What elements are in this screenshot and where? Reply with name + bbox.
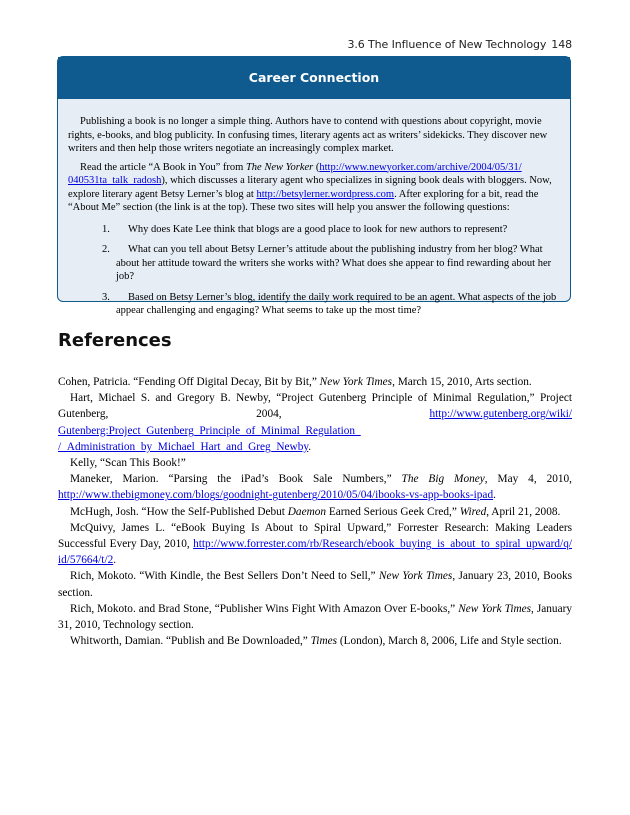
- career-paragraph-instructions: [68, 161, 560, 215]
- text-run: (: [313, 161, 320, 173]
- text-run: .: [493, 489, 496, 502]
- publication-title: The Big Money: [401, 473, 485, 486]
- text-run: , January 31, 2010, Technology section.: [58, 602, 573, 632]
- text-run: ), which discusses a literary agent who specializes in signing book deals with bloggers. Now, explore literary agent Betsy Lerner’s blog at: [68, 175, 552, 200]
- big-money-link[interactable]: http://www.thebigmoney.com/blogs/goodnight-gutenberg/2010/05/04/ibooks-vs-app-books-ipad: [58, 489, 494, 502]
- text-run: McHugh, Josh. “How the Self-Published Debut: [70, 505, 288, 518]
- publication-title: New York Times: [458, 602, 532, 615]
- question-text: What can you tell about Betsy Lerner’s attitude about the publishing industry from her blog? What about her attitude toward the writers she works with? What does she appear to find rewarding about her job?: [116, 244, 552, 282]
- text-run: Whitworth, Damian. “Publish and Be Downloaded,”: [70, 635, 311, 648]
- question-number: 1.: [102, 223, 110, 235]
- text-run: , April 21, 2008.: [486, 505, 561, 518]
- reference-entry: [58, 601, 572, 633]
- publication-title: Times: [310, 635, 338, 648]
- text-run: Kelly, “Scan This Book!”: [70, 457, 186, 470]
- reference-entry: [58, 374, 572, 390]
- book-title: Daemon: [287, 505, 327, 518]
- reference-entry: [58, 471, 572, 503]
- betsy-lerner-blog-link[interactable]: http://betsylerner.wordpress.com: [256, 188, 395, 200]
- reference-entry: [58, 504, 572, 520]
- question-item: [68, 291, 560, 318]
- text-run: Rich, Mokoto. and Brad Stone, “Publisher Wins Fight With Amazon Over E-books,”: [70, 602, 459, 615]
- career-connection-box: [57, 56, 571, 316]
- text-run: .: [308, 440, 312, 453]
- new-yorker-link[interactable]: http://www.newyorker.com/archive/2004/05/31/ 040531ta_talk_radosh: [68, 161, 522, 186]
- references-list: [58, 374, 572, 649]
- publication-title: New York Times: [378, 570, 453, 583]
- publication-title: The New Yorker: [245, 161, 314, 173]
- text-run: Earned Serious Geek Cred,”: [326, 505, 460, 518]
- reference-entry: [58, 390, 572, 455]
- text-run: Hart, Michael S. and Gregory B. Newby, “Project Gutenberg Principle of Minimal Regulation,” Project Gutenberg, 2004,: [58, 392, 572, 421]
- text-run: Read the article “A Book in You” from: [80, 161, 246, 173]
- page-number: 148: [551, 38, 572, 51]
- career-connection-title: Career Connection: [58, 57, 570, 99]
- gutenberg-link[interactable]: http://www.gutenberg.org/wiki/ Gutenberg:Project_Gutenberg_Principle_of_Minimal_Regulation_ /_Administration_by_Michael_Hart_and_Greg_Newby: [58, 408, 572, 453]
- reference-entry: [58, 568, 572, 600]
- text-run: Maneker, Marion. “Parsing the iPad’s Book Sale Numbers,”: [70, 473, 402, 486]
- text-run: . After exploring for a bit, read the “About Me” section (the link is at the top). These two sites will help you answer the following questions:: [68, 188, 539, 213]
- question-number: 2.: [102, 244, 110, 255]
- publication-title: New York Times: [319, 376, 393, 388]
- career-paragraph-intro: Publishing a book is no longer a simple thing. Authors have to contend with questions about copyright, movie rights, e-books, and blog publicity. In confusing times, literary agents act as writers’ sidekicks. They discover new writers and then help those writers negotiate an increasingly complex market.: [68, 116, 548, 154]
- text-run: Rich, Mokoto. “With Kindle, the Best Sellers Don’t Need to Sell,”: [70, 570, 379, 583]
- question-item: [68, 223, 560, 237]
- publication-title: Wired: [459, 505, 487, 518]
- forrester-link[interactable]: http://www.forrester.com/rb/Research/ebook_buying_is_about_to_spiral_upward/q/ id/57664/t/2: [58, 538, 572, 567]
- text-run: McQuivy, James L. “eBook Buying Is About to Spiral Upward,” Forrester Research: Making Leaders Successful Every Day, 2010,: [58, 521, 572, 551]
- question-text: Why does Kate Lee think that blogs are a good place to look for new authors to represent?: [128, 223, 508, 235]
- question-number: 3.: [102, 291, 110, 303]
- question-item: [68, 243, 560, 284]
- question-text: Based on Betsy Lerner’s blog, identify the daily work required to be an agent. What aspects of the job appear challenging and engaging? What seems to take up the most time?: [116, 291, 557, 316]
- reference-entry: [58, 633, 572, 649]
- reference-entry: [58, 455, 572, 471]
- text-run: , January 23, 2010, Books section.: [58, 570, 573, 599]
- question-list: [68, 223, 560, 318]
- text-run: Cohen, Patricia. “Fending Off Digital Decay, Bit by Bit,”: [58, 376, 320, 388]
- references-heading: References: [58, 330, 172, 351]
- reference-entry: [58, 520, 572, 569]
- text-run: .: [113, 554, 117, 567]
- section-title: 3.6 The Influence of New Technology: [347, 38, 547, 51]
- text-run: , May 4, 2010,: [484, 473, 572, 486]
- text-run: (London), March 8, 2006, Life and Style section.: [337, 635, 562, 648]
- running-header: [347, 38, 572, 51]
- text-run: , March 15, 2010, Arts section.: [392, 376, 532, 388]
- career-connection-body: [58, 99, 570, 318]
